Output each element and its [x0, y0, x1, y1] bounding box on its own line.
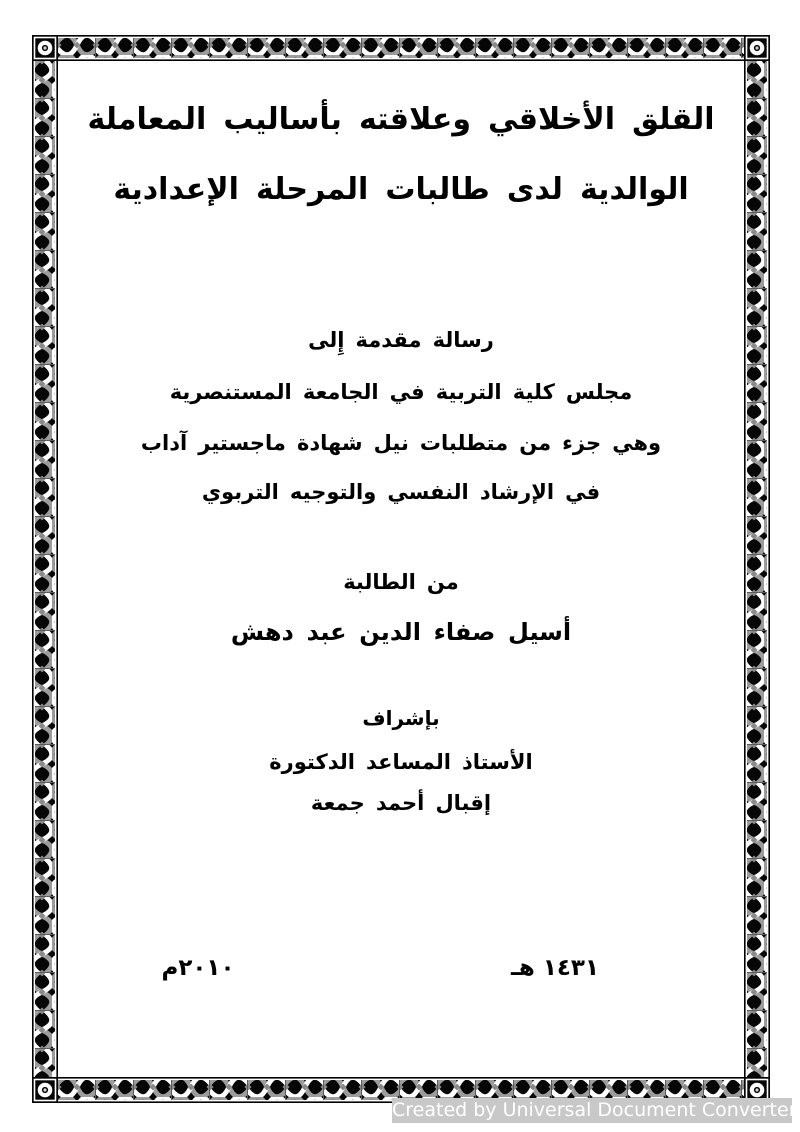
author-name: أسيل صفاء الدين عبد دهش	[230, 618, 572, 646]
supervisor-title: الأستاذ المساعد الدكتورة	[269, 750, 533, 774]
converter-watermark: Created by Universal Document Converter	[392, 1099, 797, 1121]
thesis-title-line-2: الوالدية لدى طالبات المرحلة الإعدادية	[113, 172, 689, 207]
submission-line-3: وهي جزء من متطلبات نيل شهادة ماجستير آداب	[140, 431, 662, 455]
border-right-band	[744, 61, 770, 1077]
thesis-title-line-1: القلق الأخلاقي وعلاقته بأساليب المعاملة	[87, 102, 715, 137]
supervisor-name: إقبال أحمد جمعة	[310, 791, 492, 815]
submission-line-2: مجلس كلية التربية في الجامعة المستنصرية	[169, 380, 633, 404]
border-left-band	[32, 61, 58, 1077]
border-top-band	[58, 35, 744, 61]
supervisor-label: بإشراف	[362, 706, 440, 730]
gregorian-date: ٢٠١٠م	[161, 955, 235, 981]
border-corner-ornament-icon	[744, 35, 770, 61]
submission-line-4: في الإرشاد النفسي والتوجيه التربوي	[201, 480, 601, 504]
hijri-date: ١٤٣١ هـ	[511, 955, 599, 981]
border-corner-ornament-icon	[32, 1077, 58, 1103]
border-corner-ornament-icon	[32, 35, 58, 61]
author-label: من الطالبة	[343, 570, 459, 594]
submission-line-1: رسالة مقدمة إِلى	[308, 328, 494, 352]
